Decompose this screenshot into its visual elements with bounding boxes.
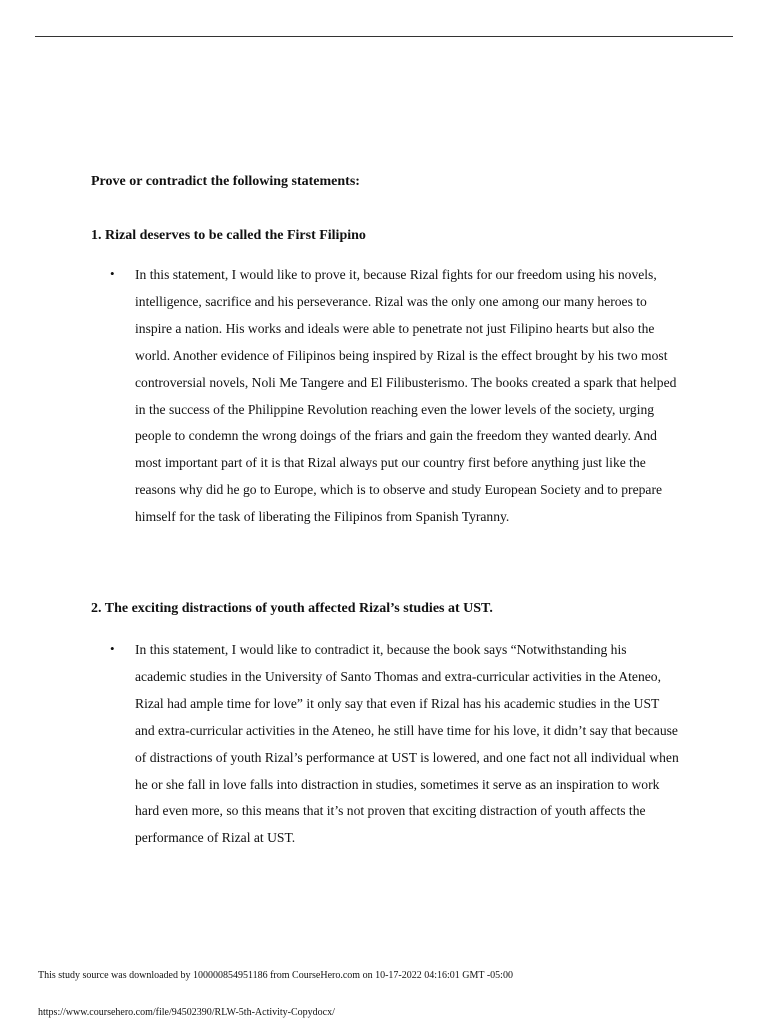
statement-1-heading: 1. Rizal deserves to be called the First Filipino (91, 228, 366, 243)
statement-2-heading: 2. The exciting distractions of youth affected Rizal’s studies at UST. (91, 601, 493, 616)
statement-2-answer: In this statement, I would like to contradict it, because the book says “Notwithstanding his academic studies in the University of Santo Thomas and extra-curricular activities in the Ateneo, Rizal had ample time for love” it only say that even if Rizal has his academic studies in the UST and extra-curricular activities in the Ateneo, he still have time for his love, it didn’t say that because of distractions of youth Rizal’s performance at UST is lowered, and one fact not all individual when he or she fall in love falls into distraction in studies, sometimes it serve as an inspiration to work hard even more, so this means that it’s not proven that exciting distraction of youth affects the performance of Rizal at UST. (135, 642, 679, 846)
intro-prompt: Prove or contradict the following statements: (91, 174, 360, 189)
bullet-icon: • (110, 266, 115, 281)
header-divider (35, 36, 733, 37)
statement-1-answer: In this statement, I would like to prove it, because Rizal fights for our freedom using his novels, intelligence, sacrifice and his perseverance. Rizal was the only one among our many heroes to inspire a nation. His works and ideals were able to penetrate not just Filipino hearts but also the world. Another evidence of Filipinos being inspired by Rizal is the effect brought by his two most controversial novels, Noli Me Tangere and El Filibusterismo. The books created a spark that helped in the success of the Philippine Revolution reaching even the lower levels of the society, urging people to condemn the wrong doings of the friars and gain the freedom they wanted dearly. And most important part of it is that Rizal always put our country first before anything just like the reasons why did he go to Europe, which is to observe and study European Society and to prepare himself for the task of liberating the Filipinos from Spanish Tyranny. (135, 267, 677, 525)
source-url[interactable]: https://www.coursehero.com/file/94502390/RLW-5th-Activity-Copydocx/ (38, 1007, 335, 1018)
download-notice: This study source was downloaded by 100000854951186 from CourseHero.com on 10-17-2022 04:16:01 GMT -05:00 (38, 970, 513, 981)
bullet-icon: • (110, 641, 115, 656)
